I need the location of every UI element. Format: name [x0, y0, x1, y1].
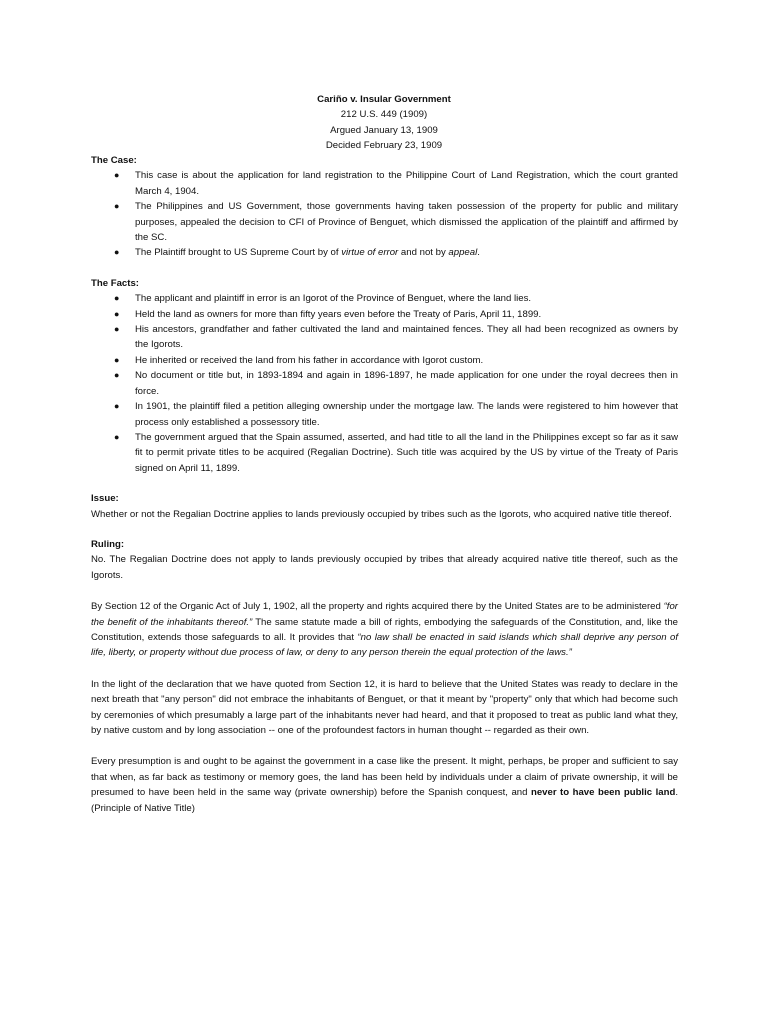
list-item: ● In 1901, the plaintiff filed a petition alleging ownership under the mortgage law. The lands were registered to him however that process only established a possessory title. — [114, 401, 678, 428]
facts-bullet-list — [91, 291, 678, 476]
document-body — [91, 153, 678, 816]
list-item: ● Held the land as owners for more than fifty years even before the Treaty of Paris, April 11, 1899. — [91, 307, 678, 322]
ruling-heading: Ruling: — [91, 538, 125, 550]
list-item: ● The applicant and plaintiff in error is an Igorot of the Province of Benguet, where the land lies. — [91, 291, 678, 306]
organic-act-paragraph: By Section 12 of the Organic Act of July 1, 1902, all the property and rights acquired there by the United States are to be administered “for the benefit of the inhabitants thereof.” The same statute made a bill of rights, embodying the safeguards of the Constitution, and, like the Constitution, extends those safeguards to all. It provides that “no law shall be enacted in said islands which shall deprive any person of life, liberty, or property without due process of law, or deny to any person therein the equal protection of the laws.” — [91, 601, 679, 659]
presumption-paragraph: Every presumption is and ought to be against the government in a case like the present. It might, perhaps, be proper and sufficient to say that when, as far back as testimony or memory goes, the land has been held by individuals under a claim of private ownership, it will be presumed to have been held in the same way (private ownership) before the Spanish conquest, and never to have been public land. (Principle of Native Title) — [91, 756, 678, 814]
bullet-icon: ● — [114, 431, 120, 442]
case-header — [0, 92, 768, 154]
bullet-icon: ● — [114, 308, 120, 319]
bullet-icon: ● — [114, 247, 120, 258]
bullet-icon: ● — [114, 370, 120, 381]
list-item: ● This case is about the application for land registration to the Philippine Court of Land Registration, which the court granted March 4, 1904. — [114, 170, 678, 197]
case-citation: 212 U.S. 449 (1909) — [340, 109, 428, 121]
list-item: ● No document or title but, in 1893-1894 and again in 1896-1897, he made application for one under the royal decrees then in force. — [114, 370, 678, 397]
bullet-icon: ● — [114, 201, 120, 212]
facts-heading: The Facts: — [91, 277, 139, 289]
case-title: Cariño v. Insular Government — [317, 94, 451, 105]
list-item: ● His ancestors, grandfather and father cultivated the land and maintained fences. They all had been recognized as owners by the Igorots. — [114, 324, 678, 351]
list-item: ● The government argued that the Spain assumed, asserted, and had title to all the land in the Philippines except so far as it saw fit to permit private titles to be acquired (Regalian Doctrine). Such title was acquired by the US by virtue of the Treaty of Paris signed on April 11, 1899. — [114, 431, 678, 474]
bullet-icon: ● — [114, 324, 120, 335]
bullet-icon: ● — [114, 293, 120, 304]
argued-date: Argued January 13, 1909 — [330, 124, 438, 136]
decided-date: Decided February 23, 1909 — [325, 140, 443, 152]
case-heading: The Case: — [91, 155, 137, 166]
bullet-icon: ● — [114, 354, 120, 365]
list-item: ● He inherited or received the land from his father in accordance with Igorot custom. — [91, 353, 678, 368]
ruling-text: No. The Regalian Doctrine does not apply to lands previously occupied by tribes that already acquired native title thereof, such as the Igorots. — [91, 554, 678, 581]
list-item: ● The Philippines and US Government, those governments having taken possession of the property for public and military purposes, appealed the decision to CFI of Province of Benguet, which dismissed the application of the plaintiff and affirmed by the SC. — [114, 201, 678, 244]
bullet-icon: ● — [114, 401, 120, 412]
issue-text: Whether or not the Regalian Doctrine applies to lands previously occupied by tribes such as the Igorots, who acquired native title thereof. — [91, 508, 672, 520]
issue-heading: Issue: — [91, 493, 119, 505]
bullet-icon: ● — [114, 170, 120, 181]
declaration-paragraph: In the light of the declaration that we have quoted from Section 12, it is hard to believe that the United States was ready to declare in the next breath that "any person" did not embrace the inhabitants of Benguet, or that it meant by "property" only that which had become such by ceremonies of which presumably a large part of the inhabitants never had heard, and that it proposed to treat as public land what they, by native custom and by long association -- one of the profoundest factors in human thought -- regarded as their own. — [91, 678, 678, 736]
case-bullet-list — [91, 168, 678, 260]
list-item: ● The Plaintiff brought to US Supreme Court by of virtue of error and not by appeal. — [91, 245, 678, 260]
